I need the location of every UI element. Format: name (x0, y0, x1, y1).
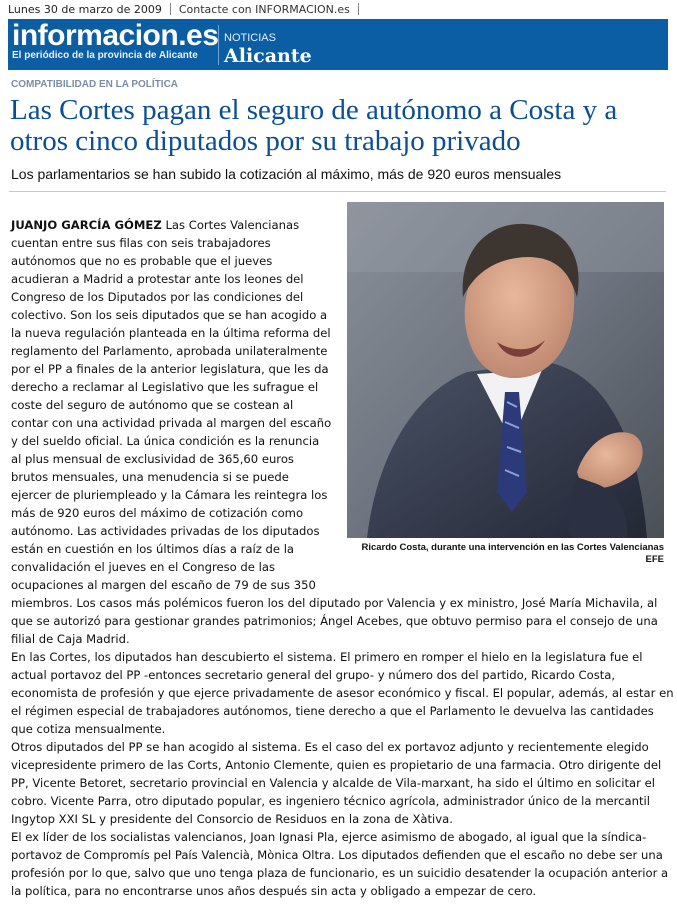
body-line: profesión por lo que, salvo que uno tenga plaza de funcionario, es un suicidio desatender la ocupación anterior a (11, 866, 669, 880)
body-line: ejercer de pluriempleado y la Cámara les reintegra los (11, 488, 328, 502)
logo-name: informacion (12, 19, 179, 52)
body-line: la política, para no encontrarse unos años después sin acta y obligado a empezar de cero. (11, 884, 537, 898)
body-line: portavoz de Compromís pel País Valencià, Mònica Oltra. Los diputados defienden que el escaño no debe ser una (11, 848, 663, 862)
section-kicker[interactable]: NOTICIAS (224, 32, 276, 44)
body-line: acudieran a Madrid a protestar ante los leones del (11, 272, 304, 286)
body-line: contar con una actividad privada al margen del escaño (11, 416, 332, 430)
body-line: miembros. Los casos más polémicos fueron los del diputado por Valencia y ex ministro, José María Michavila, al (11, 596, 658, 610)
body-text: Las Cortes Valencianas (165, 218, 300, 232)
body-line: autónomos que no es probable que el jueves (11, 254, 273, 268)
article-kicker: COMPATIBILIDAD EN LA POLÍTICA (11, 79, 179, 90)
date-text: Lunes 30 de marzo de 2009 (8, 2, 162, 16)
body-line: autónomo. Las actividades privadas de los diputados (11, 524, 320, 538)
divider (170, 3, 171, 15)
body-line: el régimen especial de trabajadores autónomos, tiene derecho a que el Parlamento le devuelva las cantidades (11, 704, 654, 718)
masthead (8, 19, 668, 70)
body-line: convalidación el jueves en el Congreso de las (11, 560, 275, 574)
body-line: El ex líder de los socialistas valencianos, Joan Ignasi Pla, ejerce asimismo de abogado, al igual que la síndica- (11, 830, 647, 844)
body-line: vicepresidente primero de las Corts, Antonio Clemente, quien es propietario de una farmacia. Otro dirigente del (11, 758, 662, 772)
body-line: brutos mensuales, una menudencia si se puede (11, 470, 289, 484)
body-line: más de 920 euros del máximo de cotización como (11, 506, 304, 520)
body-line: al plus mensual de exclusividad de 365,60 euros (11, 452, 294, 466)
logo-tagline: El periódico de la provincia de Alicante (12, 50, 198, 61)
body-line: reglamento del Parlamento, aprobada unilateralmente (11, 344, 328, 358)
body-line: coste del seguro de autónomo que se costean al (11, 398, 294, 412)
body-line (11, 216, 345, 234)
divider (358, 3, 359, 15)
body-line: derecho a reclamar al Legislativo que les sufrague el (11, 380, 319, 394)
top-bar (8, 0, 359, 18)
body-line: economista de profesión y que ejerce privadamente de asesor económico y fiscal. El popular, además, al estar en (11, 686, 674, 700)
body-line: están en cuestión en los últimos días a raíz de la (11, 542, 295, 556)
body-line: y del sueldo oficial. La única condición es la renuncia (11, 434, 320, 448)
body-line: PP, Vicente Betoret, secretario provincial en Valencia y alcalde de Vila-marxant, ha sido el último en solicitar el (11, 776, 655, 790)
body-line: que cotiza mensualmente. (11, 722, 166, 736)
body-line: Congreso de los Diputados por las condiciones del (11, 290, 304, 304)
byline: JUANJO GARCÍA GÓMEZ (11, 218, 162, 232)
photo-caption: Ricardo Costa, durante una intervención en las Cortes Valencianas EFE (361, 542, 664, 565)
body-line: colectivo. Son los seis diputados que se han acogido a (11, 308, 328, 322)
body-line: Ingytop XXI SL y presidente del Consorcio de Residuos en la zona de Xàtiva. (11, 812, 453, 826)
article-headline: Las Cortes pagan el seguro de autónomo a Costa y a otros cinco diputados por su trabajo privado (10, 94, 618, 157)
article-photo (347, 202, 664, 538)
body-line: que se autorizó para gestionar grandes patrimonios; Ángel Acebes, que obtuvo permiso para el consejo de una (11, 614, 658, 628)
divider (9, 191, 666, 192)
body-line: cuentan entre sus filas con seis trabajadores (11, 236, 271, 250)
logo[interactable] (8, 19, 219, 70)
logo-tld: .es (178, 19, 219, 52)
body-line: la nueva regulación planteada en la última reforma del (11, 326, 331, 340)
body-line: actual portavoz del PP -entonces secretario general del grupo- y número dos del partido, Ricardo Costa, (11, 668, 616, 682)
body-line: cobro. Vicente Parra, otro diputado popular, es ingeniero técnico agrícola, administrador único de la mercantil (11, 794, 650, 808)
body-line: Otros diputados del PP se han acogido al sistema. Es el caso del ex portavoz adjunto y recientemente elegido (11, 740, 649, 754)
body-line: filial de Caja Madrid. (11, 632, 130, 646)
section-title[interactable]: Alicante (224, 45, 312, 67)
body-line: ocupaciones al margen del escaño de 79 de sus 350 (11, 578, 316, 592)
body-line: por el PP a finales de la anterior legislatura, que les da (11, 362, 329, 376)
masthead-divider (218, 25, 219, 65)
article-subhead: Los parlamentarios se han subido la cotización al máximo, más de 920 euros mensuales (11, 166, 562, 182)
contact-link[interactable]: Contacte con INFORMACION.es (178, 2, 350, 16)
body-line: En las Cortes, los diputados han descubierto el sistema. El primero en romper el hielo en la legislatura fue el (11, 650, 643, 664)
